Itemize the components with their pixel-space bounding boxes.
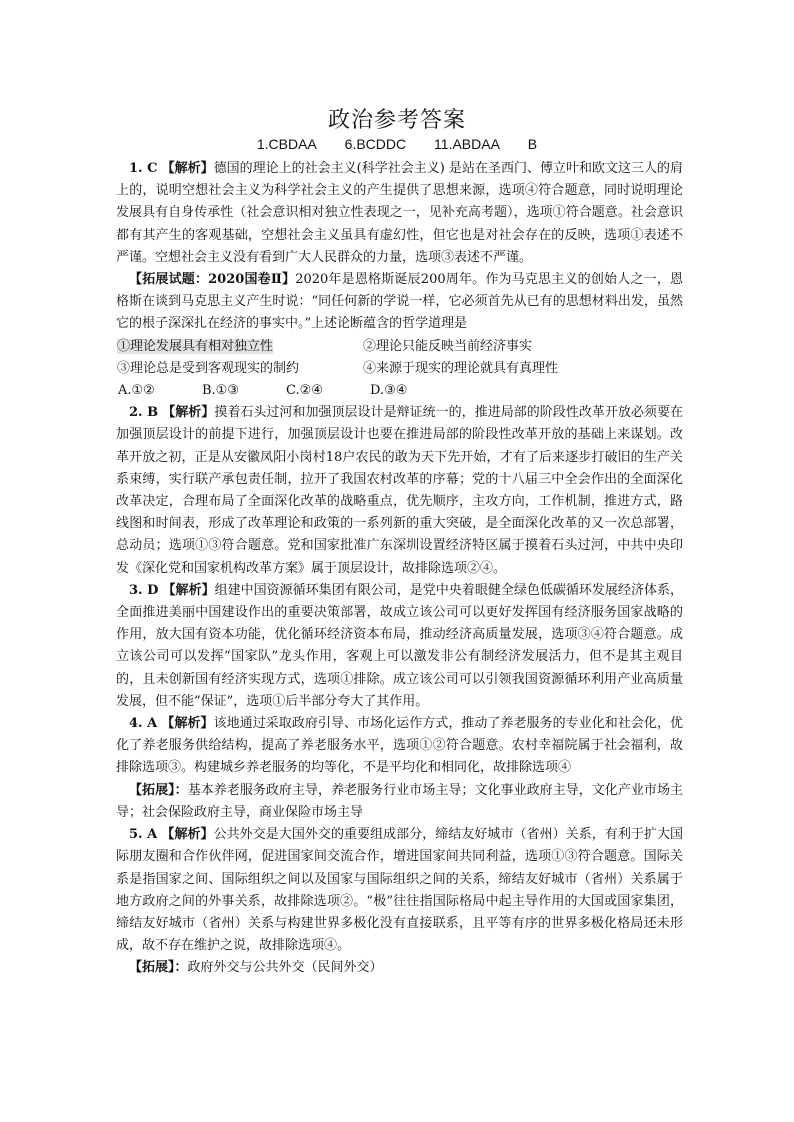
question-number: 3. D — [129, 582, 159, 598]
question-number: 1. C — [129, 161, 158, 176]
choice-item: D.③④ — [370, 383, 408, 399]
option-item: ①理论发展具有相对独立性 — [117, 338, 274, 354]
analysis-tag: 【解析】 — [161, 827, 214, 843]
explanation-text: 摸着石头过河和加强顶层设计是辩证统一的，推进局部的阶段性改革开放必须要在加强顶层设计的前提下进行，加强顶层设计也要在推进局部的阶段性改革开放的基础上来谋划。改革开放之初，正是从安徽凤阳小岗村18户农民的敢为天下先开始，才有了后来逐步打破旧的生产关系束缚，实行联产承包责任制，拉开了我国农村改革的序幕；党的十八届三中全会作出的全面深化改革决定，合理布局了全面深化改革的战略重点，优先顺序，主攻方向，工作机制，推进方式，路线图和时间表，形成了改革理论和政策的一系列新的重大突破，是全面深化改革的又一次总部署，总动员；选项①③符合题意。党和国家批准广东深圳设置经济特区属于摸着石头过河，中共中央印发《深化党和国家机构改革方案》属于顶层设计，故排除选项②④。 — [116, 405, 683, 576]
analysis-tag: 【解析】 — [161, 716, 214, 732]
extension-tag: 【拓展】： — [129, 782, 188, 798]
question-5-explanation — [116, 824, 683, 957]
page-title: 政治参考答案 — [327, 108, 466, 133]
choice-item: C.②④ — [286, 383, 323, 399]
extension-question — [116, 269, 683, 336]
option-item: ③理论总是受到客观现实的制约 — [117, 360, 300, 376]
question-4-explanation — [116, 713, 683, 780]
analysis-tag: 【解析】 — [162, 582, 215, 598]
analysis-tag: 【解析】 — [162, 405, 215, 421]
question-5-extension — [116, 957, 683, 979]
option-item: ④来源于现实的理论就具有真理性 — [363, 360, 559, 376]
option-row — [116, 336, 683, 358]
extension-tag: 【拓展】： — [129, 960, 188, 976]
answer-group: B — [527, 136, 538, 152]
extension-text: 基本养老服务政府主导，养老服务行业市场主导；文化事业政府主导，文化产业市场主导；社会保险政府主导，商业保险市场主导 — [116, 782, 683, 820]
extension-text: 2020年是恩格斯诞辰200周年。作为马克思主义的创始人之一，恩格斯在谈到马克思主义产生时说：“同任何新的学说一样，它必须首先从已有的思想材料出发，虽然它的根子深深扎在经济的事实中。”上述论断蕴含的哲学道理是 — [116, 272, 684, 332]
option-row — [116, 358, 683, 380]
explanation-text: 组建中国资源循环集团有限公司，是党中央着眼健全绿色低碳循环发展经济体系，全面推进美丽中国建设作出的重要决策部署，故成立该公司可以更好发挥国有经济服务国家战略的作用，放大国有资本功能，优化循环经济资本布局，推动经济高质量发展，选项③④符合题意。成立该公司可以发挥“国家队”龙头作用，客观上可以激发非公有制经济发展活力，但不是其主观目的，且未创新国有经济实现方式，选项①排除。成立该公司可以引领我国资源循环利用产业高质量发展，但不能“保证”，选项①后半部分夸大了其作用。 — [116, 582, 683, 709]
extension-text: 政府外交与公共外交（民间外交） — [187, 960, 383, 976]
answer-explanations — [116, 158, 683, 980]
choice-item: A.①② — [118, 383, 155, 399]
question-1-explanation — [116, 158, 683, 269]
answer-group: 6.BCDDC — [344, 136, 407, 152]
question-4-extension — [116, 780, 683, 824]
answer-key-line — [0, 136, 794, 152]
explanation-text: 德国的理论上的社会主义(科学社会主义) 是站在圣西门、傅立叶和欧文这三人的肩上的，说明空想社会主义为科学社会主义的产生提供了思想来源，选项④符合题意，同时说明理论发展具有自身传承性（社会意识相对独立性表现之一，见补充高考题），选项①符合题意。社会意识都有其产生的客观基础，空想社会主义虽具有虚幻性，但它也是对社会存在的反映，选项①表述不严谨。空想社会主义没有看到广大人民群众的力量，选项③表述不严谨。 — [116, 161, 683, 265]
question-number: 5. A — [129, 827, 158, 843]
choice-item: B.①③ — [202, 383, 239, 399]
question-number: 4. A — [129, 716, 158, 732]
question-2-explanation — [116, 402, 683, 580]
explanation-text: 该地通过采取政府引导、市场化运作方式，推动了养老服务的专业化和社会化，优化了养老服务供给结构，提高了养老服务水平，选项①②符合题意。农村幸福院属于社会福利，故排除选项③。构建城乡养老服务的均等化，不是平均化和相同化，故排除选项④ — [116, 716, 683, 776]
question-3-explanation — [116, 580, 683, 713]
analysis-tag: 【解析】 — [161, 161, 214, 176]
option-item: ②理论只能反映当前经济事实 — [363, 338, 533, 354]
choice-row — [116, 380, 683, 402]
explanation-text: 公共外交是大国外交的重要组成部分，缔结友好城市（省州）关系，有利于扩大国际朋友圈和合作伙伴网，促进国家间交流合作，增进国家间共同利益，选项①③符合题意。国际关系是指国家之间、国际组织之间以及国家与国际组织之间的关系，缔结友好城市（省州）关系属于地方政府之间的外事关系，故排除选项②。“极”往往指国际格局中起主导作用的大国或国家集团，缔结友好城市（省州）关系与构建世界多极化没有直接联系，且平等有序的世界多极化格局还未形成，故不存在维护之说，故排除选项④。 — [116, 827, 683, 954]
question-number: 2. B — [129, 405, 159, 421]
answer-group: 11.ABDAA — [434, 136, 500, 152]
answer-group: 1.CBDAA — [256, 136, 317, 152]
extension-tag: 【拓展试题：2020国卷Ⅱ】 — [129, 272, 296, 288]
